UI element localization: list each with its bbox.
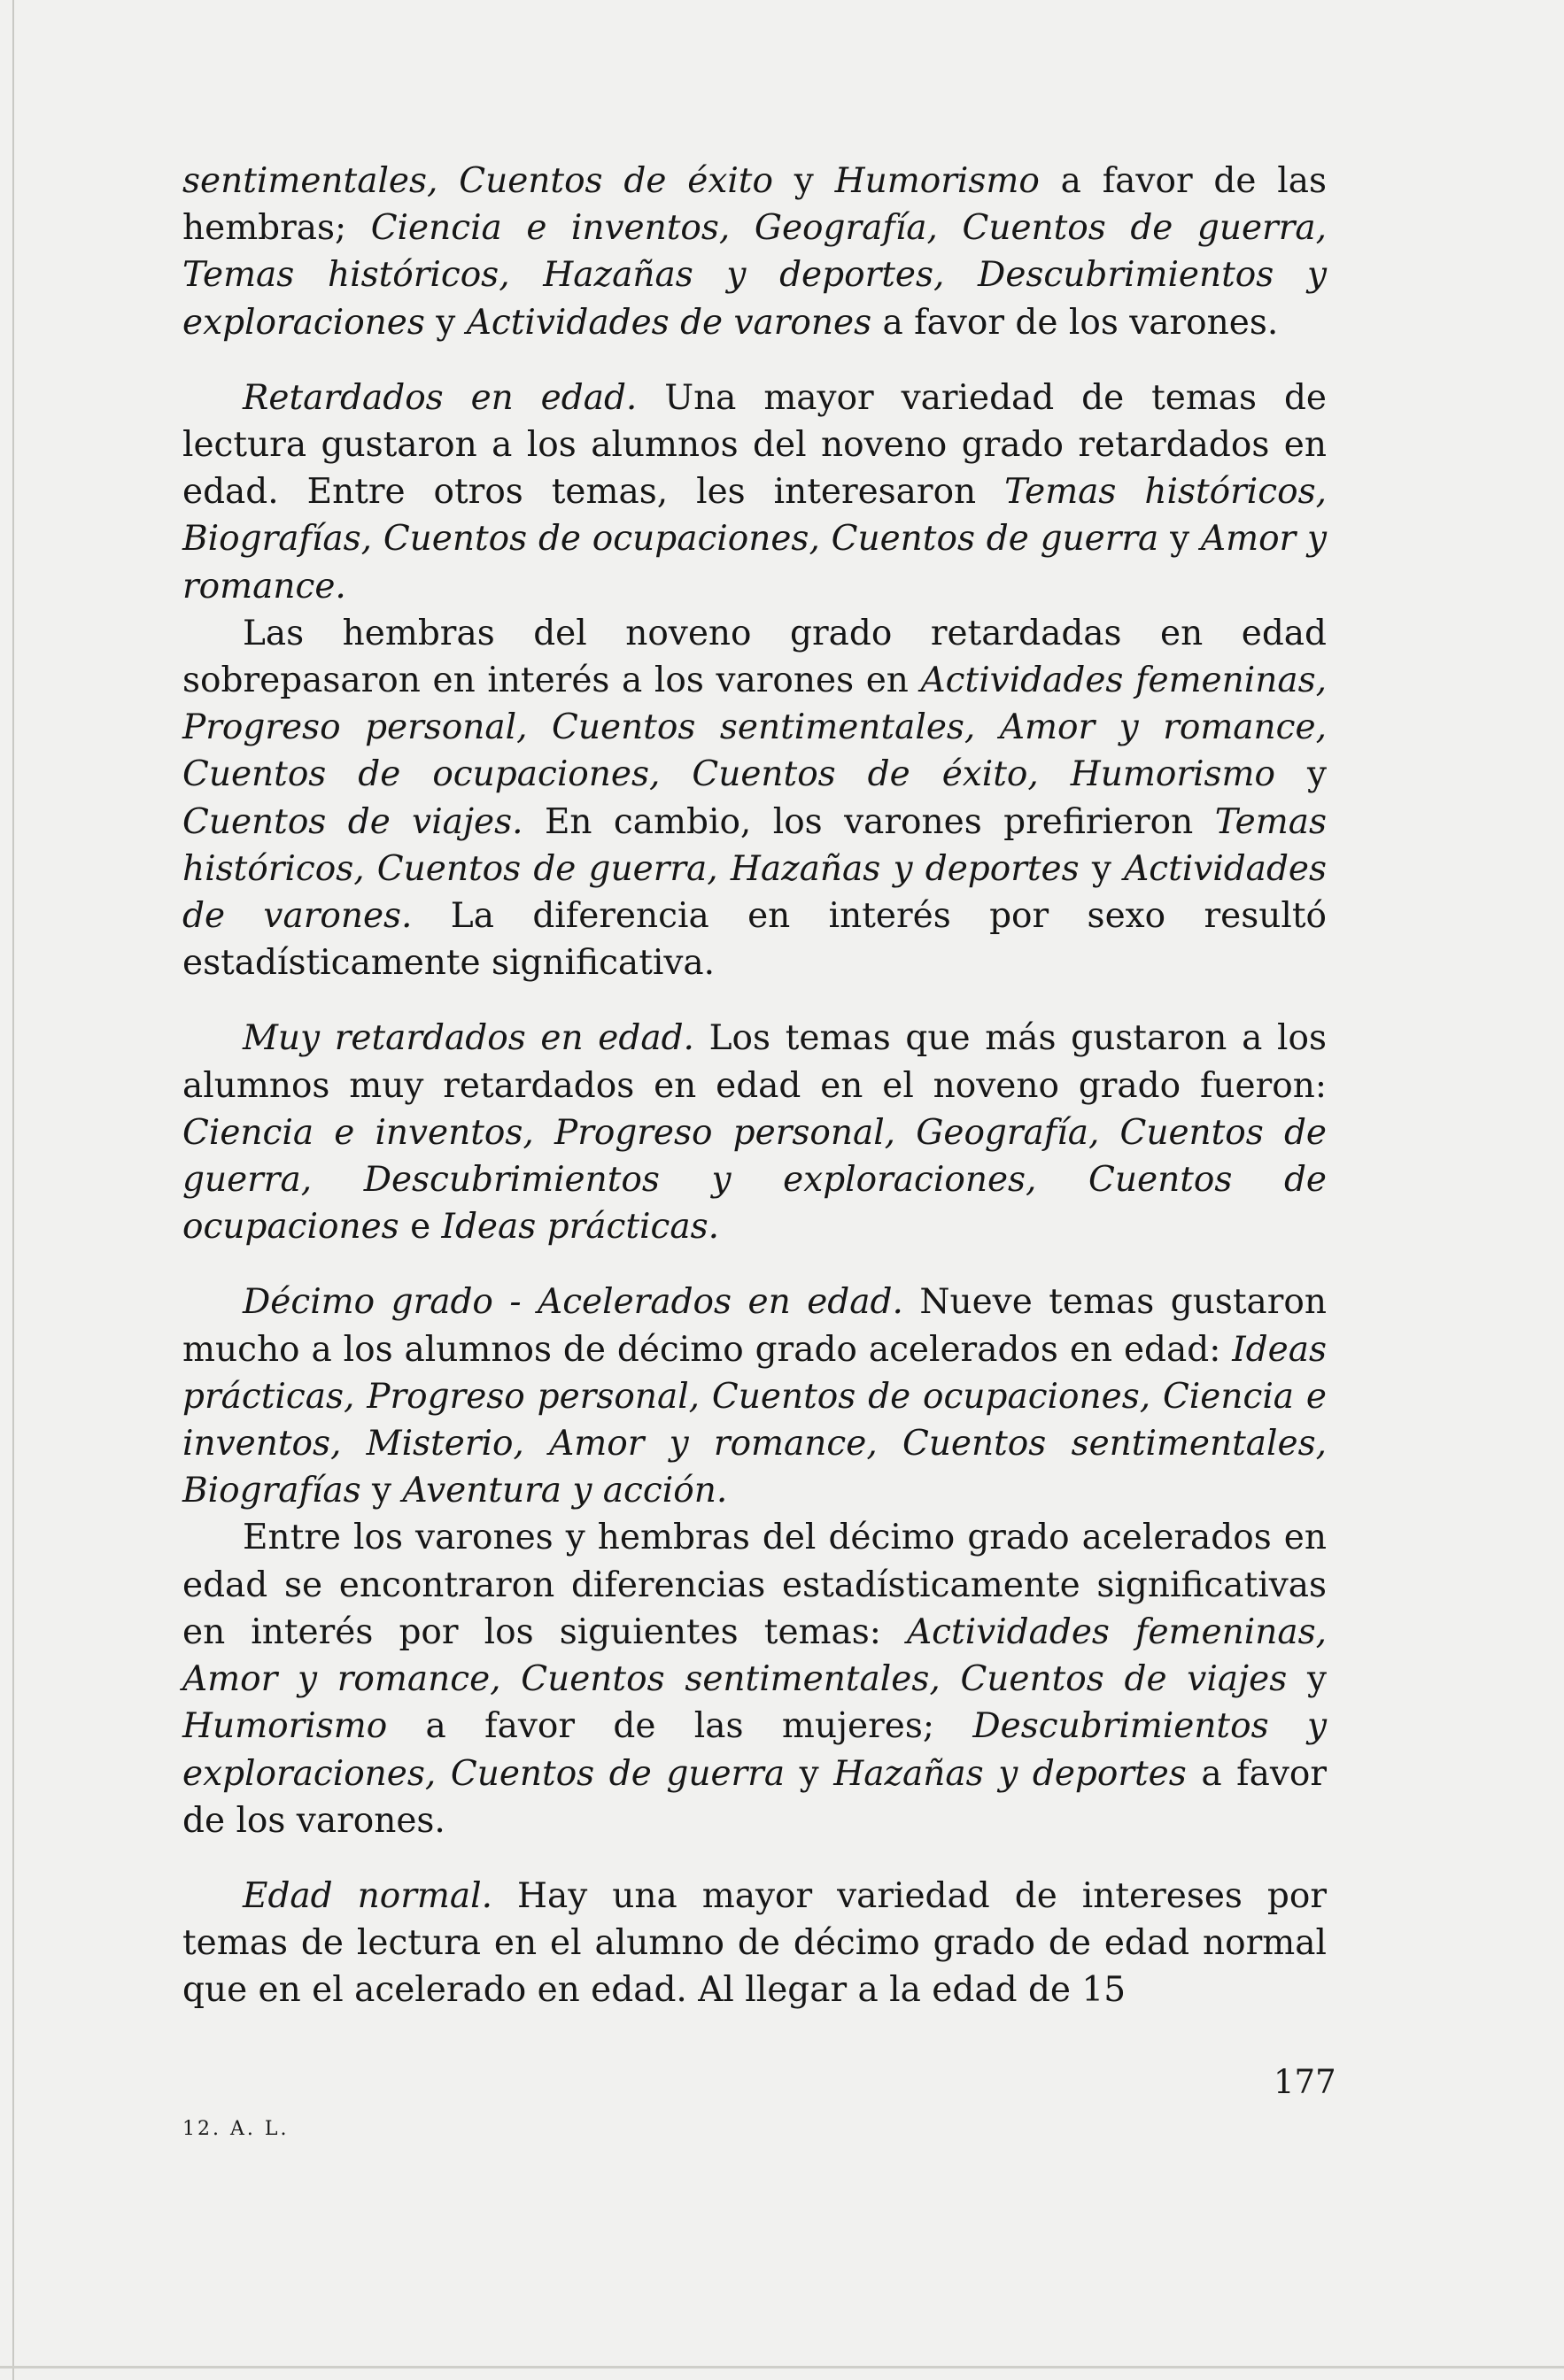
page-bottom-edge [0,2366,1564,2368]
text-span: Los temas que más gustaron a los alumnos muy retardados en edad en el noveno grado fueron: [182,1018,1327,1106]
italic-span: Aventura y acción. [402,1471,728,1511]
text-span: y [785,1753,834,1794]
italic-span: Ciencia e inventos, Geografía, Cuentos de guerra, Temas históricos, Hazañas y deportes, Descubrimientos y exploraciones [182,208,1327,343]
italic-span: Ciencia e inventos, Progreso personal, Geografía, Cuentos de guerra, Descubrimientos y exploraciones, Cuentos de ocupaciones [182,1112,1327,1248]
text-span: Entre los varones y hembras del décimo grado acelerados en edad se encontraron diferencias estadísticamente significativas en interés por los siguientes temas: [182,1518,1327,1652]
italic-span: Humorismo [834,161,1040,201]
text-span: Una mayor variedad de temas de lectura gustaron a los alumnos del noveno grado retardados en edad. Entre otros temas, les interesaron [182,377,1327,513]
text-span: Las hembras del noveno grado retardadas en edad sobrepasaron en interés a los varones en [182,613,1327,701]
italic-span: Amor y romance. [182,519,1328,607]
paragraph-2 [182,375,1327,610]
text-span: y [1158,519,1201,560]
text-span: a favor de las hembras; [182,161,1328,249]
text-span: y [772,161,835,201]
paragraph-4 [182,1015,1327,1250]
section-heading: Muy retardados en edad. [243,1018,694,1059]
text-span: y [1079,848,1125,889]
italic-span: Ideas prácticas, Progreso personal, Cuentos de ocupaciones, Ciencia e inventos, Misterio, Amor y romance, Cuentos sentimentales, Biografías [182,1329,1327,1511]
text-span: a favor de los varones. [871,302,1279,343]
paragraph-6 [182,1514,1327,1843]
text-span: y [424,302,467,343]
italic-span: Temas históricos, Cuentos de guerra, Hazañas y deportes [182,801,1327,889]
paragraph-5 [182,1279,1327,1514]
section-heading: Retardados en edad. [243,377,638,418]
italic-span: Actividades femeninas, Amor y romance, Cuentos sentimentales, Cuentos de viajes [182,1611,1327,1700]
text-span: En cambio, los varones prefirieron [523,801,1215,842]
text-span: y [1287,1659,1327,1700]
italic-span: sentimentales, Cuentos de éxito [182,161,773,201]
text-span: La diferencia en interés por sexo resultó estadísticamente significativa. [182,896,1327,984]
page-text [182,158,1327,2014]
text-span: e [399,1207,442,1248]
italic-span: Actividades de varones [466,302,872,343]
paragraph-3 [182,610,1327,987]
section-heading: Edad normal. [243,1875,492,1916]
signature-mark: 12. A. L. [182,2118,290,2140]
page-left-edge [12,0,14,2380]
text-span: y [1274,754,1327,795]
paragraph-1 [182,158,1327,346]
text-span: a favor de los varones. [182,1753,1327,1841]
italic-span: Hazañas y deportes [833,1753,1187,1794]
text-span: y [360,1471,403,1511]
page-number: 177 [1274,2063,1336,2101]
text-span: a favor de las mujeres; [387,1706,973,1747]
italic-span: Cuentos de viajes. [182,801,523,842]
italic-span: Descubrimientos y exploraciones, Cuentos de guerra [182,1706,1327,1794]
text-span: Nueve temas gustaron mucho a los alumnos de décimo grado acelerados en edad: [182,1282,1327,1370]
text-span: Hay una mayor variedad de intereses por temas de lectura en el alumno de décimo grado de edad normal que en el acelerado en edad. Al llegar a la edad de 15 [182,1875,1327,2011]
italic-span: Actividades de varones. [182,848,1327,937]
italic-span: Temas históricos, Biografías, Cuentos de ocupaciones, Cuentos de guerra [182,472,1327,560]
italic-span: Actividades femeninas, Progreso personal, Cuentos sentimentales, Amor y romance, Cuentos de ocupaciones, Cuentos de éxito, Humorismo [182,661,1328,795]
paragraph-7 [182,1873,1327,2014]
section-heading: Décimo grado - Acelerados en edad. [243,1282,903,1323]
italic-span: Humorismo [182,1706,388,1747]
italic-span: Ideas prácticas. [441,1207,720,1248]
